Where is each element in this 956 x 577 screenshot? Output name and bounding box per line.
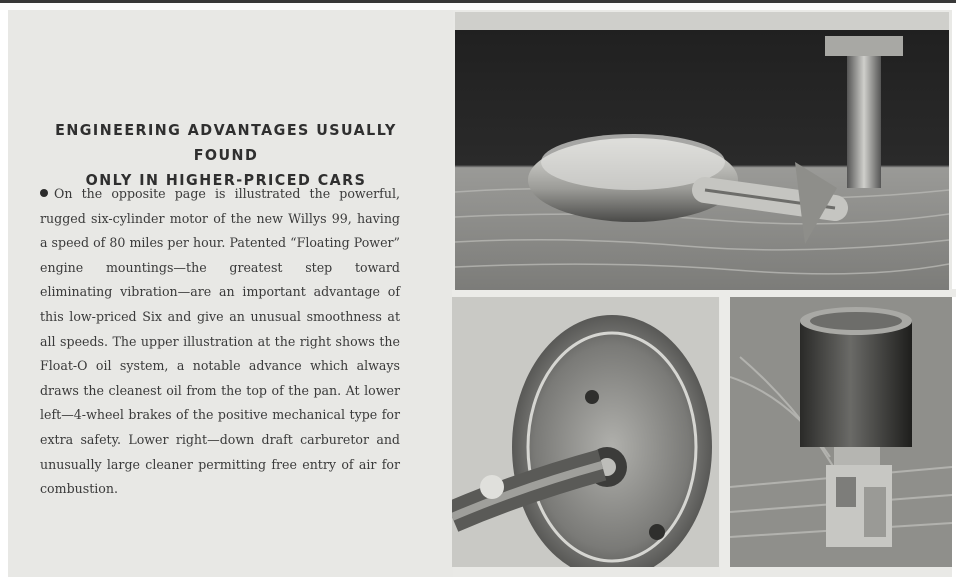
headline-line-2: ONLY IN HIGHER-PRICED CARS [85,171,367,189]
photo-gutter-vertical [720,292,730,577]
headline-line-1: ENGINEERING ADVANTAGES USUALLY FOUND [55,121,397,164]
float-o-oil-system-photo [455,12,949,290]
bullet-icon [40,189,48,197]
photo-gutter-horizontal [452,289,956,297]
article-body-text: On the opposite page is illustrated the powerful, rugged six-cylinder motor of the new Willys 99, having a speed of 80 miles per hour. Patented “Floating Power” engine mountings—the greatest step toward eliminating vibration—are an important advantage of this low-priced Six and give an unusual smoothness at all speeds. The upper illustration at the right shows the Float-O oil system, a notable advance which always draws the cleanest oil from the top of the pan. At lower left—4-wheel brakes of the positive mechanical type for extra safety. Lower right—down draft carburetor and unusually large cleaner permitting free entry of air for combustion. [40,186,400,497]
window-top-border [0,0,956,3]
article-body [40,182,400,502]
four-wheel-brake-photo [452,297,719,567]
down-draft-carburetor-photo [730,297,952,567]
